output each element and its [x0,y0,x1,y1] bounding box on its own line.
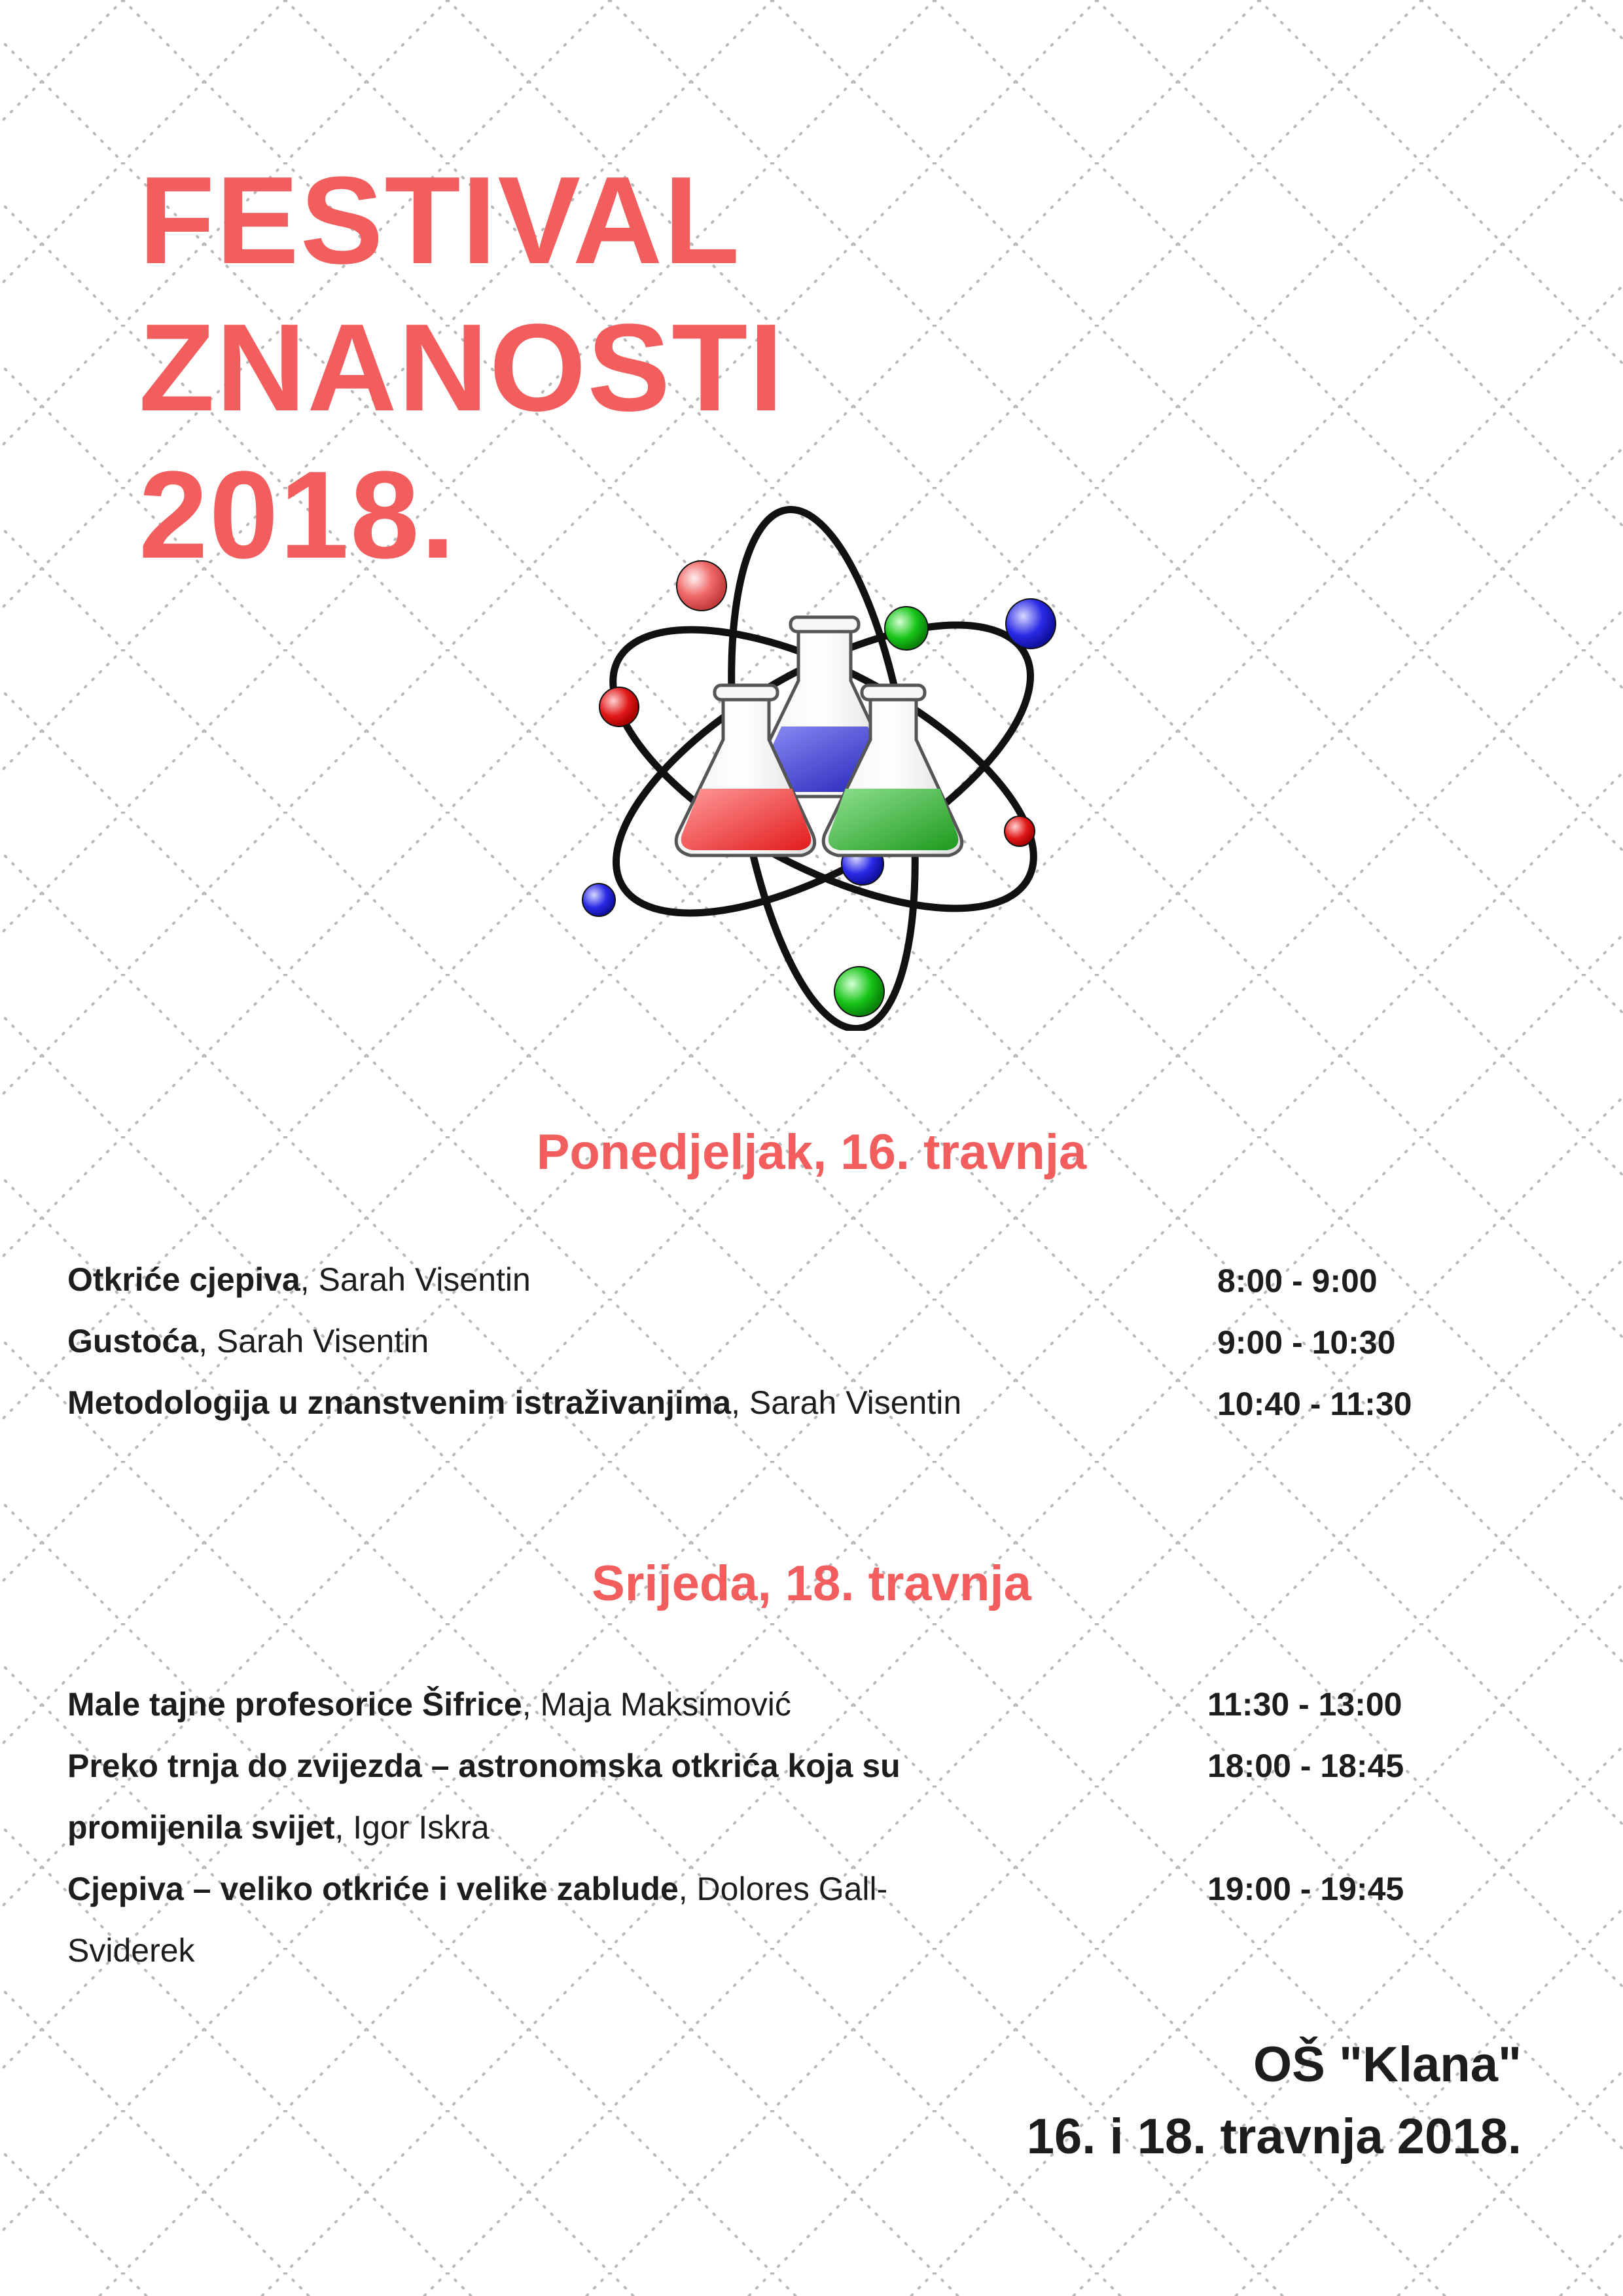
title-line-3: 2018. [139,446,457,584]
event-time: 9:00 - 10:30 [1217,1324,1396,1361]
event-presenter: , Sarah Visentin [198,1323,429,1359]
event-presenter: , Sarah Visentin [300,1261,531,1298]
event-title-row [67,1858,887,1920]
event-title-continued: promijenila svijet [67,1809,335,1846]
event-title-row [67,1920,195,1981]
event-title-row [67,1797,490,1858]
title-line-1: FESTIVAL [139,151,741,290]
event-presenter: , Igor Iskra [334,1809,490,1846]
event-title-row [67,1674,791,1735]
event-time: 11:30 - 13:00 [1207,1686,1402,1723]
event-presenter: , Sarah Visentin [731,1384,962,1421]
festival-dates: 16. i 18. travnja 2018. [1026,2109,1522,2164]
event-time: 18:00 - 18:45 [1207,1748,1404,1784]
event-title: Gustoća [67,1323,199,1359]
event-title-row [67,1372,961,1433]
event-presenter: , Dolores Gall- [678,1871,888,1907]
event-title: Otkriće cjepiva [67,1261,300,1298]
event-time: 19:00 - 19:45 [1207,1871,1404,1907]
day-heading-wednesday: Srijeda, 18. travnja [592,1556,1031,1611]
event-title-row [67,1249,531,1310]
event-title: Metodologija u znanstvenim istraživanjima [67,1384,732,1421]
event-time: 10:40 - 11:30 [1217,1386,1412,1422]
event-title: Cjepiva – veliko otkriće i velike zablude [67,1871,679,1907]
event-title: Male tajne profesorice Šifrice [67,1686,522,1723]
atom-with-chemistry-flasks-icon [576,494,1073,1031]
event-presenter: , Maja Maksimović [522,1686,791,1723]
event-title: Preko trnja do zvijezda – astronomska otkrića koja su [67,1748,901,1784]
title-line-2: ZNANOSTI [139,298,785,437]
event-title-row [67,1310,429,1372]
school-name: OŠ "Klana" [1253,2037,1522,2092]
event-time: 8:00 - 9:00 [1217,1263,1378,1299]
event-title-row [67,1735,901,1797]
event-presenter-continued: Sviderek [67,1932,195,1969]
day-heading-monday: Ponedjeljak, 16. travnja [536,1124,1087,1180]
